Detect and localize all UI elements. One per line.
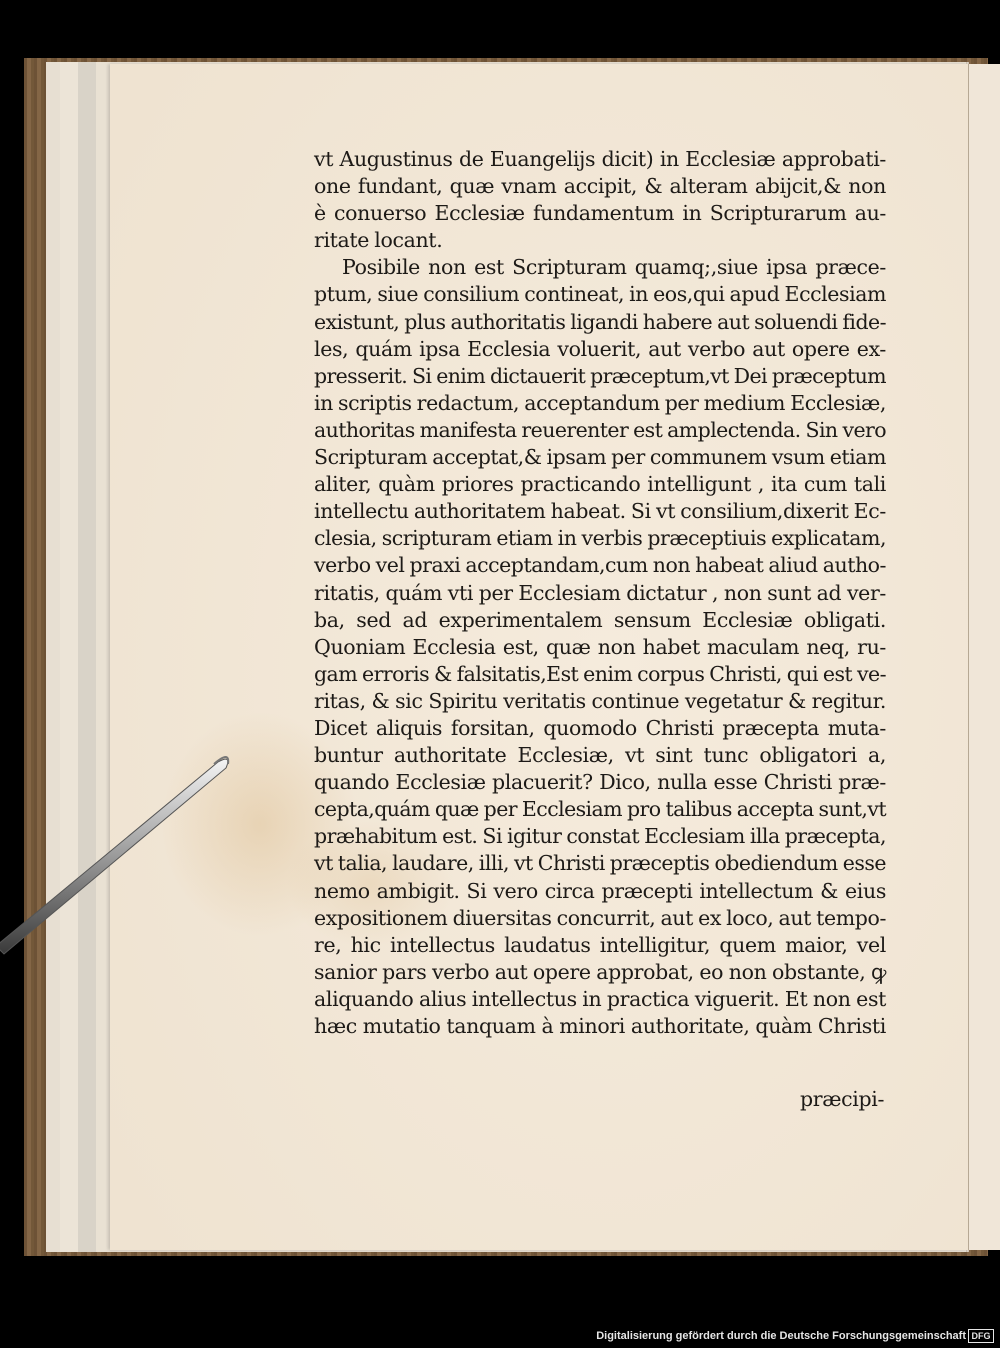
facing-page-edge — [968, 64, 1000, 1250]
text-line: ritatis, quám vti per Ecclesiam dictatur , non sunt ad ver- — [314, 580, 886, 605]
text-line: ritas, & sic Spiritu veritatis continue vegetatur & regitur. — [314, 688, 886, 713]
text-line: presserit. Si enim dictauerit præceptum,vt Dei præceptum — [314, 363, 886, 388]
text-line: authoritas manifesta reuerenter est amplectenda. Sin vero — [314, 417, 886, 442]
text-line: one fundant, quæ vnam accipit, & alteram abijcit,& non — [314, 174, 886, 199]
text-line: aliter, quàm priores practicando intelligunt , ita cum tali — [314, 472, 886, 497]
text-line: Posibile non est Scripturam quamq;,siue ipsa præce- — [342, 255, 886, 280]
text-line: Scripturam acceptat,& ipsam per communem vsum etiam — [314, 445, 886, 470]
text-line: ba, sed ad experimentalem sensum Ecclesiæ obligati. — [314, 607, 886, 632]
catchword: præcipi- — [800, 1087, 885, 1111]
text-line: ritate locant. — [314, 228, 443, 253]
dfg-logo: DFG — [968, 1329, 994, 1343]
text-line: præhabitum est. Si igitur constat Ecclesiam illa præcepta, — [314, 824, 886, 849]
text-line: expositionem diuersitas concurrit, aut ex loco, aut tempo- — [314, 905, 886, 930]
page-text — [314, 146, 886, 1040]
text-line: hæc mutatio tanquam à minori authoritate, quàm Christi — [314, 1014, 886, 1038]
text-line: vt talia, laudare, illi, vt Christi præceptis obediendum esse — [314, 851, 886, 876]
digitization-credit: Digitalisierung gefördert durch die Deutsche Forschungsgemeinschaft — [596, 1330, 966, 1342]
text-line: ptum, siue consilium contineat, in eos,qui apud Ecclesiam — [314, 282, 886, 307]
text-line: nemo ambigit. Si vero circa præcepti intellectum & eius — [314, 878, 886, 903]
text-line: existunt, plus authoritatis ligandi habere aut soluendi fide- — [314, 309, 886, 334]
text-line: Quoniam Ecclesia est, quæ non habet maculam neq, ru- — [314, 634, 886, 659]
text-line: in scriptis redactum, acceptandum per medium Ecclesiæ, — [314, 390, 886, 415]
text-line: gam erroris & falsitatis,Est enim corpus Christi, qui est ve- — [314, 661, 886, 686]
text-line: vt Augustinus de Euangelijs dicit) in Ecclesiæ approbati- — [314, 147, 886, 171]
page-holder-needle-icon — [0, 740, 240, 960]
text-line: Dicet aliquis forsitan, quomodo Christi præcepta muta- — [314, 715, 886, 740]
text-line: è conuerso Ecclesiæ fundamentum in Scripturarum au- — [314, 201, 886, 226]
text-line: buntur authoritate Ecclesiæ, vt sint tunc obligatori a, — [314, 743, 886, 768]
text-line: quando Ecclesiæ placuerit? Dico, nulla esse Christi præ- — [314, 770, 886, 795]
text-line: sanior pars verbo aut opere approbat, eo non obstante, ꝙ — [314, 959, 886, 984]
text-line: verbo vel praxi acceptandam,cum non habeat aliud autho- — [314, 553, 886, 578]
text-line: aliquando alius intellectus in practica viguerit. Et non est — [314, 986, 886, 1011]
text-line: re, hic intellectus laudatus intelligitur, quem maior, vel — [314, 932, 886, 957]
text-line: clesia, scripturam etiam in verbis præceptiuis explicatam, — [314, 526, 886, 551]
text-line: intellectu authoritatem habeat. Si vt consilium,dixerit Ec- — [314, 499, 886, 524]
text-line: cepta,quám quæ per Ecclesiam pro talibus accepta sunt,vt — [314, 797, 886, 822]
text-line: les, quám ipsa Ecclesia voluerit, aut verbo aut opere ex- — [314, 336, 886, 361]
